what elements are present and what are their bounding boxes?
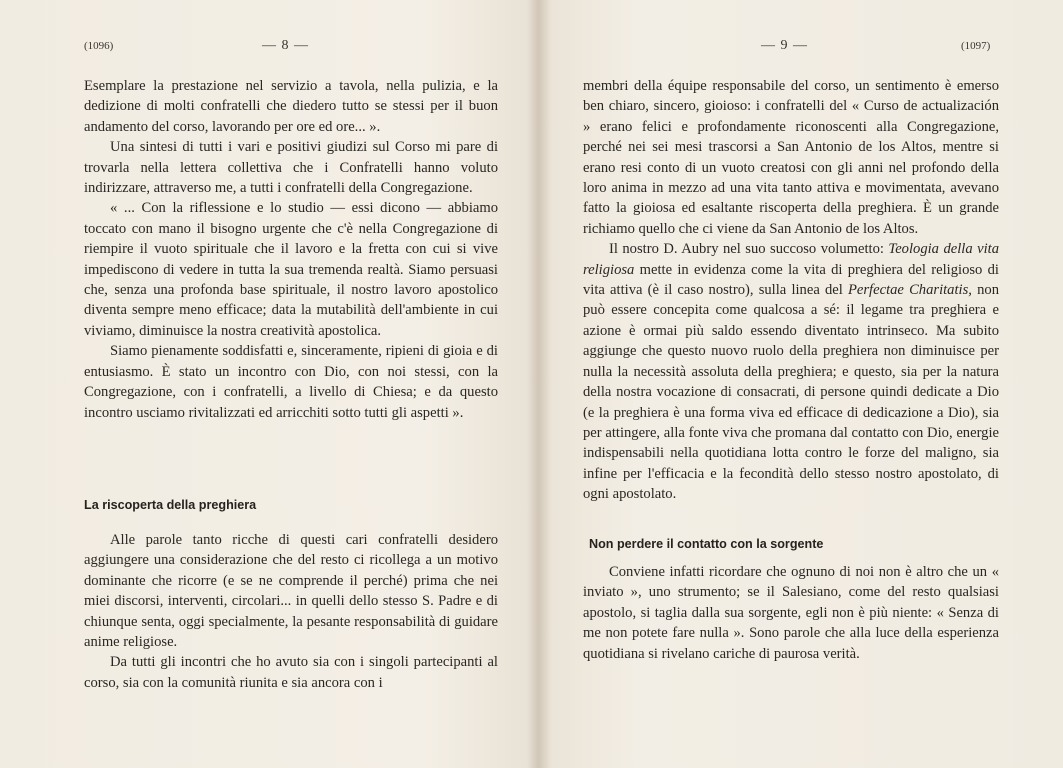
- left-page: [0, 0, 530, 768]
- text-run: mette in evidenza come la vita di preghiera del religioso di vita attiva (è il caso nostro), sulla linea del: [583, 261, 999, 299]
- paragraph: membri della équipe responsabile del corso, un sentimento è emerso ben chiaro, sincero, gioioso: i confratelli del « Curso de actualización » erano felici e profondamente riconoscenti alla Congregazione, perché nei sei mesi trascorsi a San Antonio de los Altos, mentre si erano resi conto di un vuoto creatosi con gli anni nel profondo della loro anima in mezzo ad una vita tanto attiva e movimentata, avevano fatto la gioiosa ed esaltante riscoperta della preghiera. È un grande richiamo quello che ci viene da San Antonio de los Altos.: [583, 78, 999, 237]
- right-page-number: — 9 —: [761, 38, 808, 53]
- left-page-number: — 8 —: [262, 38, 309, 53]
- paragraph: [583, 239, 999, 504]
- book-title: Perfectae Charitatis,: [847, 282, 972, 299]
- right-text-block-2: [583, 562, 999, 664]
- right-text-block-1: [583, 76, 999, 505]
- paragraph: Esemplare la prestazione nel servizio a tavola, nella pulizia, e la dedizione di molti confratelli che diedero tutto se stessi per il buon andamento del corso, lavorando per ore ed ore... ».: [84, 78, 498, 135]
- right-page: [545, 0, 1063, 768]
- text-run: Il nostro D. Aubry nel suo succoso volumetto:: [609, 241, 889, 258]
- right-page-header: [545, 40, 1063, 60]
- text-run: non può essere concepita come qualcosa a sé: il legame tra preghiera e azione è ormai più saldo essendo diventato intrinseco. Ma subito aggiunge che questo nuovo ruolo della preghiera non diminuisce per nulla la necessità assoluta della preghiera; e questo, sia per la natura della nostra vocazione di consacrati, di persone quindi dedicate a Dio (e la preghiera è una forma viva ed efficace di dedicazione a Dio), sia per attingere, alla fonte viva che promana dal contatto con Dio, energie indispensabili nella quotidiana lotta contro le forze del maligno, sia infine per l'efficacia e la fecondità dello stesso nostro apostolato, di ogni apostolato.: [583, 282, 999, 503]
- section-heading: Non perdere il contatto con la sorgente: [589, 537, 824, 551]
- paragraph: Alle parole tanto ricche di questi cari confratelli desidero aggiungere una considerazione che del resto ci ricollega a un motivo dominante che ricorre (e se ne comprende il perché) prima che nei miei discorsi, interventi, circolari... in quelli dello stesso S. Padre e di chiunque senta, oggi specialmente, la pesante responsabilità di guidare anime religiose.: [84, 532, 498, 651]
- book-title: Teologia della vita religiosa: [583, 241, 999, 278]
- left-text-block-1: [84, 76, 498, 423]
- left-page-header: [0, 40, 530, 60]
- paragraph: Da tutti gli incontri che ho avuto sia con i singoli partecipanti al corso, sia con la comunità riunita e sia ancora con i: [84, 654, 498, 691]
- right-bracket-number: (1097): [961, 40, 991, 52]
- left-text-block-2: [84, 530, 498, 693]
- paragraph: Conviene infatti ricordare che ognuno di noi non è altro che un « inviato », uno strumento; se il Salesiano, come del resto qualsiasi apostolo, si taglia dalla sua sorgente, egli non è più niente: « Senza di me non potete fare nulla ». Sono parole che alla luce della esperienza quotidiana si rivelano cariche di paurosa verità.: [583, 564, 999, 662]
- paragraph: Siamo pienamente soddisfatti e, sinceramente, ripieni di gioia e di entusiasmo. È stato un incontro con Dio, con noi stessi, con la Congregazione, con i confratelli, a livello di Chiesa; e da questo incontro usciamo rivitalizzati ed arricchiti sotto tutti gli aspetti ».: [84, 343, 498, 421]
- paragraph: « ... Con la riflessione e lo studio — essi dicono — abbiamo toccato con mano il bisogno urgente che c'è nella Congregazione di riempire il vuoto spirituale che il lavoro e la fretta con cui si vive impediscono di vedere in tutta la sua tremenda realtà. Siamo persuasi che, senza una profonda base spirituale, il nostro lavoro apostolico diventa sempre meno efficace; data la mutabilità dell'ambiente in cui viviamo, diminuisce la nostra creatività apostolica.: [84, 200, 498, 339]
- section-heading: La riscoperta della preghiera: [84, 498, 257, 512]
- paragraph: Una sintesi di tutti i vari e positivi giudizi sul Corso mi pare di trovarla nella lettera collettiva che i Confratelli hanno voluto indirizzare, attraverso me, a tutti i confratelli della Congregazione.: [84, 139, 498, 197]
- left-bracket-number: (1096): [84, 40, 114, 52]
